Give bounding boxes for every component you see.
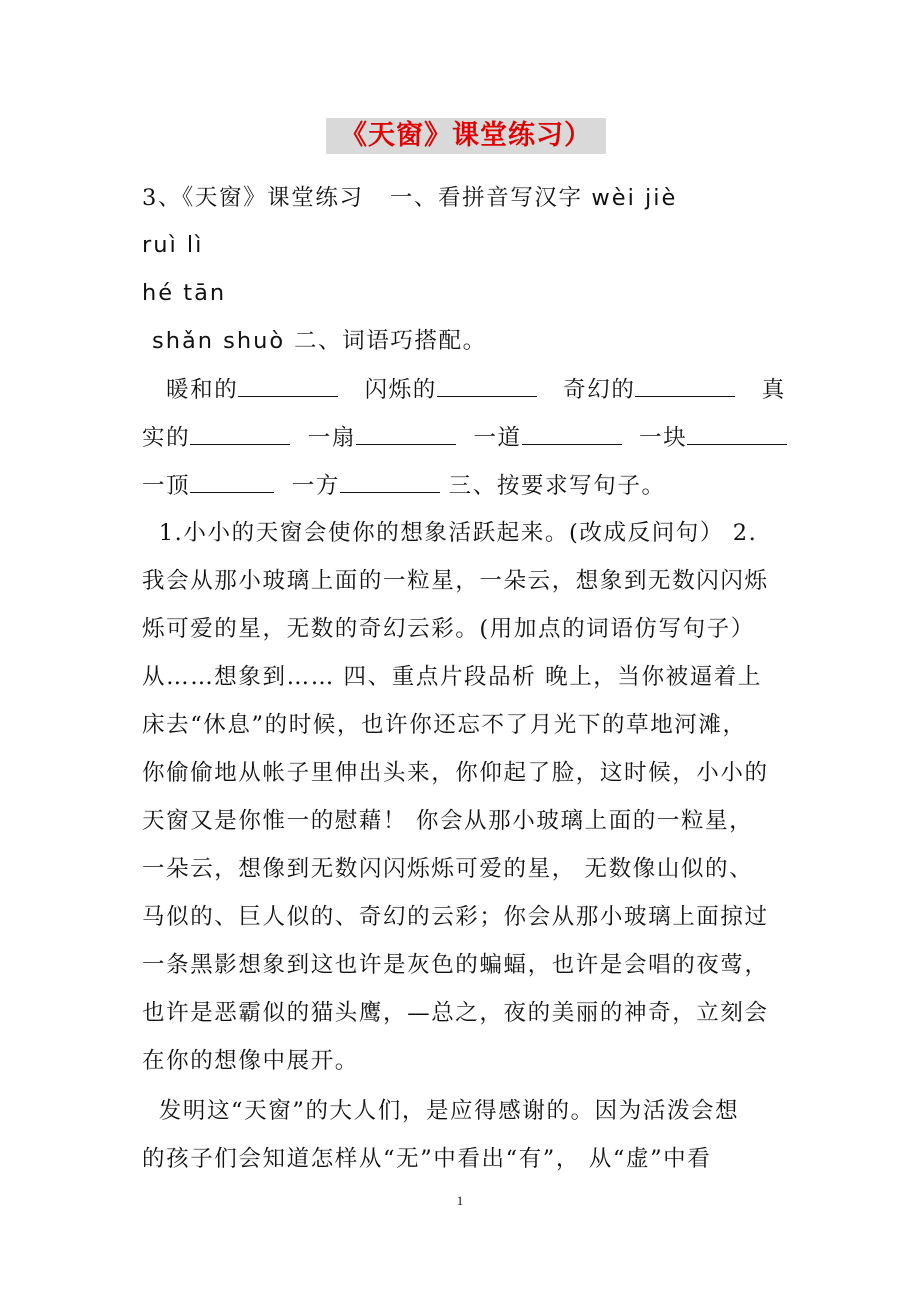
- page-number: 1: [456, 1193, 464, 1208]
- text-line: 1.小小的天窗会使你的想象活跃起来。(改成反问句） 2.: [150, 520, 758, 546]
- pinyin-line: ruì lì: [142, 232, 204, 258]
- text-line: 你偷偷地从帐子里伸出头来，你仰起了脸，这时候，小小的: [142, 760, 769, 786]
- text-line: 床去“休息”的时候，也许你还忘不了月光下的草地河滩，: [142, 712, 747, 738]
- text-line: 一朵云，想像到无数闪闪烁烁可爱的星， 无数像山似的、: [142, 856, 754, 882]
- pinyin-line: hé tān: [142, 280, 227, 306]
- answer-blank[interactable]: [635, 374, 735, 397]
- document-title: 《天窗》课堂练习）: [326, 118, 606, 154]
- fill-blank-line: 实的 一扇 一道 一块: [142, 422, 787, 453]
- text-line: 从……想象到…… 四、重点片段品析 晚上，当你被逼着上: [142, 664, 763, 690]
- answer-blank[interactable]: [340, 470, 440, 493]
- fill-blank-line: 暖和的 闪烁的 奇幻的 真: [166, 374, 786, 405]
- answer-blank[interactable]: [437, 374, 537, 397]
- text-line: shǎn shuò 二、词语巧搭配。: [152, 328, 487, 354]
- fill-blank-line: 一顶 一方 三、按要求写句子。: [142, 470, 666, 501]
- text-line: 马似的、巨人似的、奇幻的云彩；你会从那小玻璃上面掠过: [142, 904, 769, 930]
- answer-blank[interactable]: [238, 374, 338, 397]
- text-line: 3、《天窗》课堂练习 一、看拼音写汉字 wèi jiè: [142, 185, 678, 211]
- text-line: 也许是恶霸似的猫头鹰，—总之，夜的美丽的神奇，立刻会: [142, 1000, 769, 1026]
- answer-blank[interactable]: [522, 422, 622, 445]
- text-line: 在你的想像中展开。: [142, 1048, 359, 1074]
- answer-blank[interactable]: [190, 422, 290, 445]
- answer-blank[interactable]: [356, 422, 456, 445]
- text-line: 发明这“天窗”的大人们，是应得感谢的。因为活泼会想: [150, 1098, 740, 1124]
- answer-blank[interactable]: [687, 422, 787, 445]
- text-line: 我会从那小玻璃上面的一粒星，一朵云，想象到无数闪闪烁: [142, 568, 769, 594]
- text-line: 烁可爱的星，无数的奇幻云彩。(用加点的词语仿写句子）: [142, 616, 755, 642]
- answer-blank[interactable]: [190, 470, 274, 493]
- text-line: 一条黑影想象到这也许是灰色的蝙蝠，也许是会唱的夜莺，: [142, 952, 769, 978]
- text-line: 天窗又是你惟一的慰藉！ 你会从那小玻璃上面的一粒星，: [142, 808, 754, 834]
- text-line: 的孩子们会知道怎样从“无”中看出“有”， 从“虚”中看: [142, 1146, 712, 1172]
